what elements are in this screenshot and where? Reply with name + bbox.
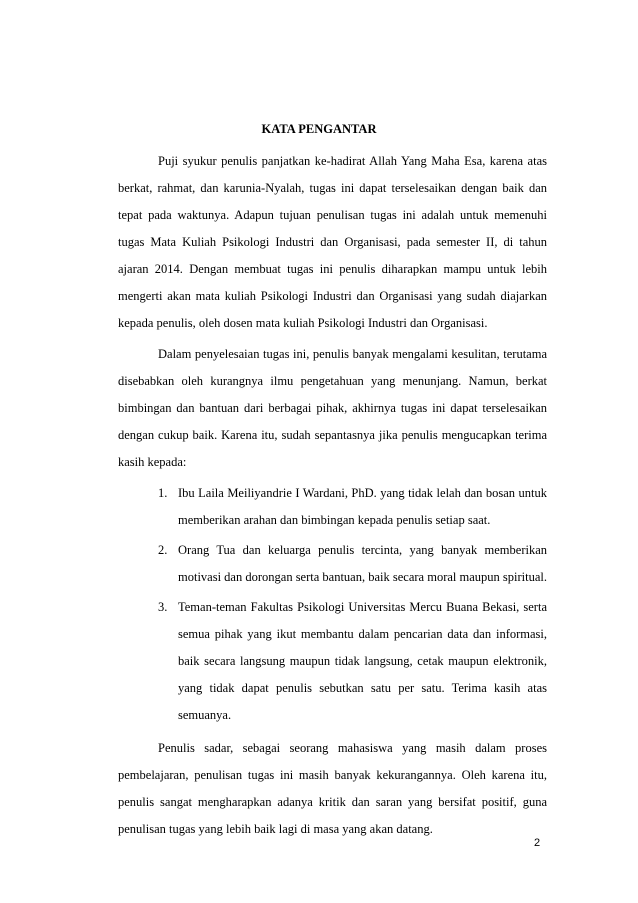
thanks-list bbox=[118, 480, 547, 729]
list-item bbox=[158, 537, 547, 591]
list-item bbox=[158, 594, 547, 729]
list-item-number: 1. bbox=[158, 486, 168, 500]
document-body bbox=[118, 148, 547, 847]
paragraph-closing: Penulis sadar, sebagai seorang mahasiswa yang masih dalam proses pembelajaran, penulisan tugas ini masih banyak kekurangannya. Oleh karena itu, penulis sangat mengharapkan adanya kritik dan saran yang bersifat positif, guna penulisan tugas yang lebih baik lagi di masa yang akan datang. bbox=[118, 741, 547, 836]
paragraph-difficulties: Dalam penyelesaian tugas ini, penulis banyak mengalami kesulitan, terutama disebabkan oleh kurangnya ilmu pengetahuan yang menunjang. Namun, berkat bimbingan dan bantuan dari berbagai pihak, akhirnya tugas ini dapat terselesaikan dengan cukup baik. Karena itu, sudah sepantasnya jika penulis mengucapkan terima kasih kepada: bbox=[118, 347, 547, 469]
page-number: 2 bbox=[534, 837, 541, 849]
list-item-text: Orang Tua dan keluarga penulis tercinta, yang banyak memberikan motivasi dan dorongan serta bantuan, baik secara moral maupun spiritual. bbox=[178, 543, 547, 584]
list-item-text: Ibu Laila Meiliyandrie I Wardani, PhD. yang tidak lelah dan bosan untuk memberikan arahan dan bimbingan kepada penulis setiap saat. bbox=[178, 486, 547, 527]
list-item-text: Teman-teman Fakultas Psikologi Universitas Mercu Buana Bekasi, serta semua pihak yang ikut membantu dalam pencarian data dan informasi, baik secara langsung maupun tidak langsung, cetak maupun elektronik, yang tidak dapat penulis sebutkan satu per satu. Terima kasih atas semuanya. bbox=[178, 600, 547, 722]
list-item bbox=[158, 480, 547, 534]
list-item-number: 2. bbox=[158, 543, 168, 557]
page-title: KATA PENGANTAR bbox=[261, 122, 377, 136]
paragraph-intro: Puji syukur penulis panjatkan ke-hadirat Allah Yang Maha Esa, karena atas berkat, rahmat, dan karunia-Nyalah, tugas ini dapat terselesaikan dengan baik dan tepat pada waktunya. Adapun tujuan penulisan tugas ini adalah untuk memenuhi tugas Mata Kuliah Psikologi Industri dan Organisasi, pada semester II, di tahun ajaran 2014. Dengan membuat tugas ini penulis diharapkan mampu untuk lebih mengerti akan mata kuliah Psikologi Industri dan Organisasi yang sudah diajarkan kepada penulis, oleh dosen mata kuliah Psikologi Industri dan Organisasi. bbox=[118, 154, 547, 330]
list-item-number: 3. bbox=[158, 600, 168, 614]
